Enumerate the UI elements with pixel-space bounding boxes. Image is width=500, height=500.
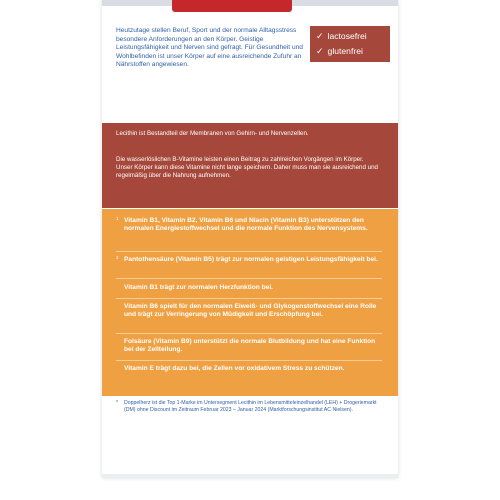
box-bottom-edge	[102, 474, 398, 478]
claim-text: Vitamin B1, Vitamin B2, Vitamin B6 und Niacin (Vitamin B3) unterstützen den normalen Energiestoffwechsel und die normale Funktion des Nervensystems.	[124, 217, 368, 233]
intro-text: Heutzutage stellen Beruf, Sport und der normale Alltagsstress besondere Anforderungen an den Körper. Geistige Leistungsfähigkeit und Nerven sind gefragt. Für Gesundheit und Wohlbefinden ist unser Körper auf eine ausreichende Zufuhr an Nährstoffen angewiesen.	[116, 27, 303, 69]
free-from-badge	[310, 26, 390, 62]
claim-item	[116, 365, 388, 373]
badge-item-glutenfrei	[316, 44, 390, 59]
badge-item-lactosefrei	[316, 29, 390, 44]
badge-label: glutenfrei	[327, 46, 363, 56]
claim-divider	[116, 298, 382, 299]
claim-item	[116, 217, 388, 234]
claim-marker: 1	[116, 216, 119, 221]
claim-divider	[116, 360, 382, 361]
claim-item	[116, 284, 388, 292]
footnote-marker: *	[116, 400, 119, 406]
claim-text: Pantothensäure (Vitamin B5) trägt zur normalen geistigen Leistungsfähigkeit bei.	[124, 256, 378, 263]
info-block-brown	[102, 123, 398, 208]
claim-text: Vitamin B6 spielt für den normalen Eiweiß- und Glykogenstoffwechsel eine Rolle und trägt zur Verringerung von Müdigkeit und Erschöpfung bei.	[124, 303, 377, 319]
badge-label: lactosefrei	[327, 31, 367, 41]
claim-divider	[116, 251, 382, 252]
claim-marker: 2	[116, 255, 119, 260]
claim-text: Vitamin B1 trägt zur normalen Herzfunktion bei.	[124, 284, 273, 291]
footnote	[116, 400, 388, 414]
lecithin-paragraph: Lecithin ist Bestandteil der Membranen von Gehirn- und Nervenzellen.	[116, 130, 309, 137]
footnote-text: Doppelherz ist die Top 1-Marke im Untersegment Lecithin im Lebensmitteleinzelhandel (LEH) + Drogeriemarkt (DM) ohne Discount im Zeitraum Februar 2023 – Januar 2024 (Marktforschungsinstitut AC Nielsen).	[124, 400, 377, 414]
claim-divider	[116, 278, 382, 279]
claims-block-orange	[102, 209, 398, 396]
b-vitamins-paragraph: Die wasserlöslichen B-Vitamine leisten einen Beitrag zu zahlreichen Vorgängen im Körper. Unser Körper kann diese Vitamine nicht lange speichern. Daher muss man sie ausreichend und regelmäßig über die Nahrung aufnehmen.	[116, 156, 378, 180]
checkmark-icon: ✓	[316, 31, 324, 41]
product-box-back	[102, 0, 398, 478]
claim-item	[116, 338, 388, 355]
claim-divider	[116, 333, 382, 334]
claim-item	[116, 256, 388, 264]
claim-item	[116, 303, 388, 320]
claim-text: Folsäure (Vitamin B9) unterstützt die normale Blutbildung und hat eine Funktion bei der Zellteilung.	[124, 338, 376, 354]
claim-text: Vitamin E trägt dazu bei, die Zellen vor oxidativem Stress zu schützen.	[124, 365, 345, 372]
brand-tab	[172, 0, 292, 12]
checkmark-icon: ✓	[316, 46, 324, 56]
